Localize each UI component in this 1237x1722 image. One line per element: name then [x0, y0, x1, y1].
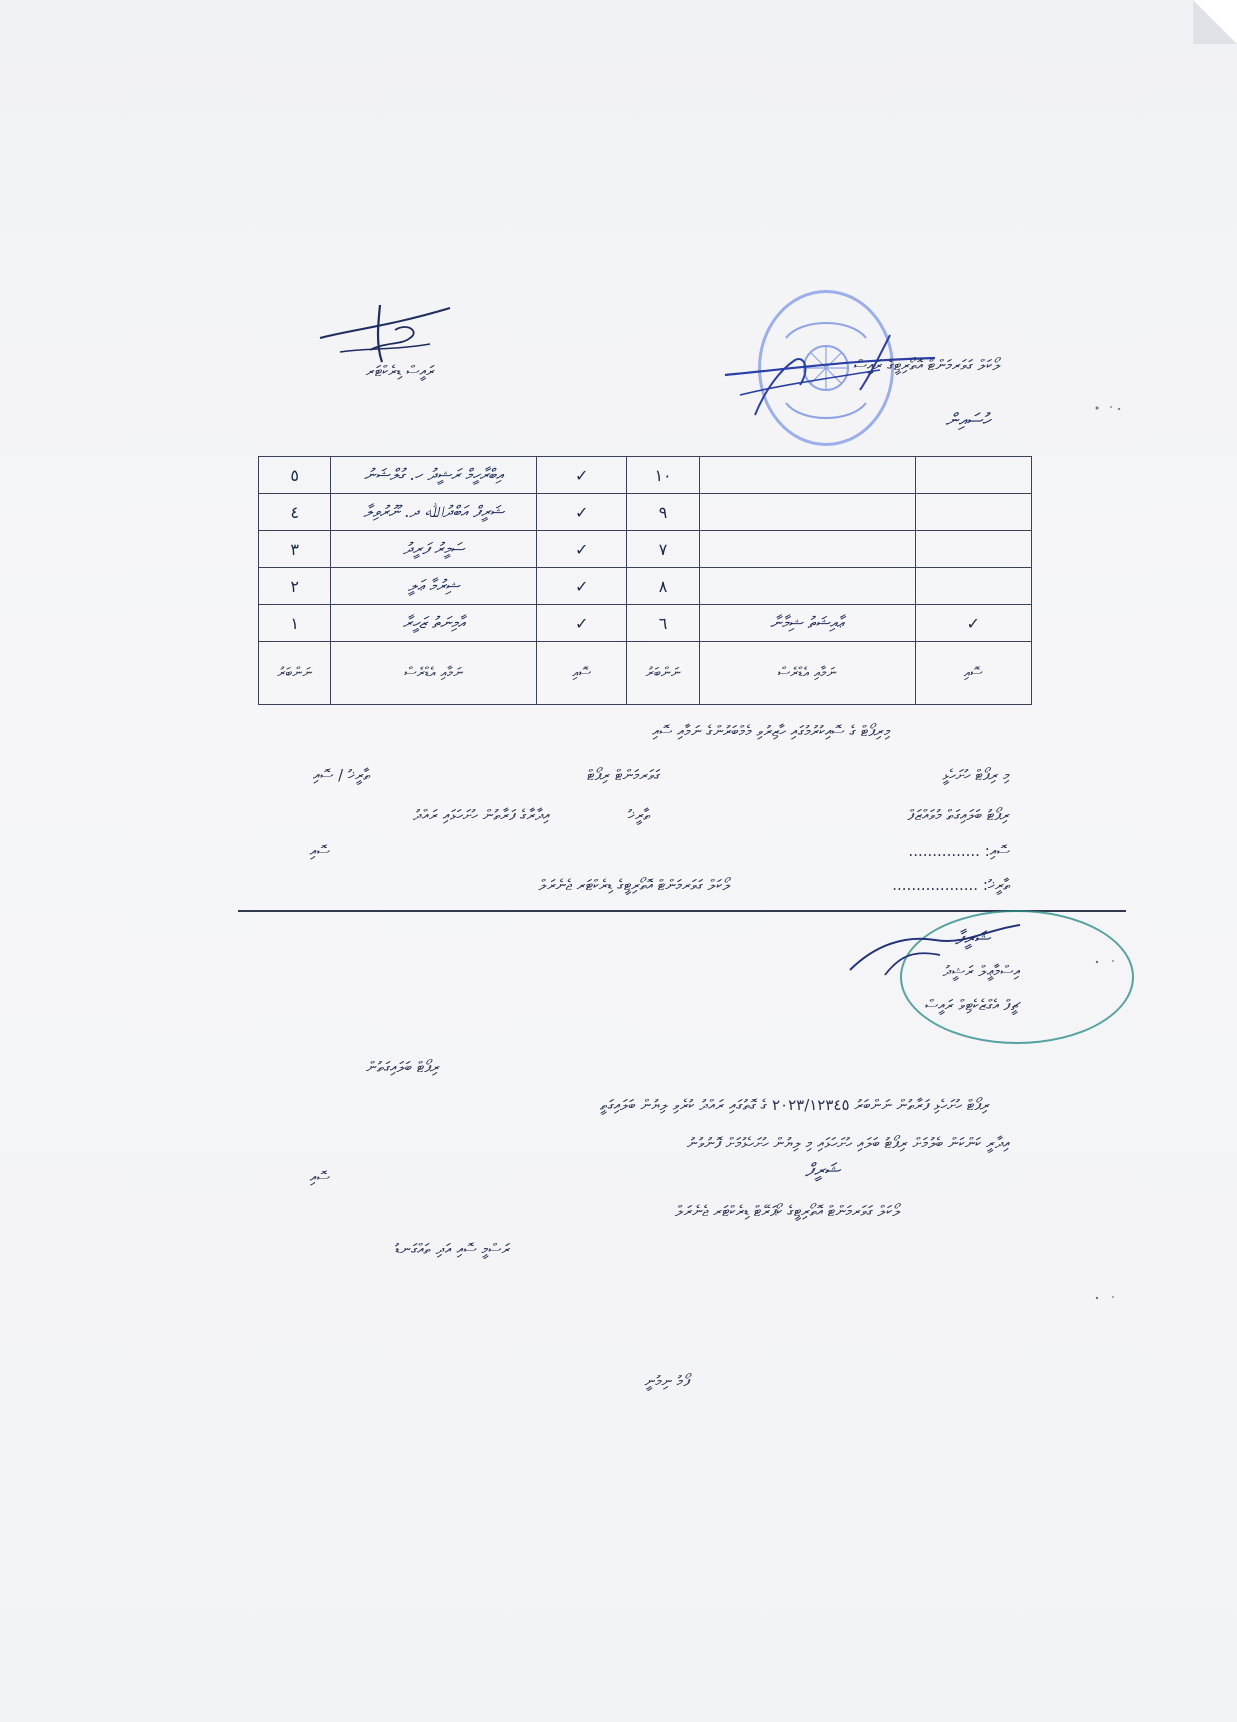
row-number: ٨ — [627, 568, 699, 605]
note-left-1: ތާރީޚު / ސޮއި — [313, 766, 370, 784]
signature-mark: ✓ — [537, 605, 627, 642]
scan-speck — [1093, 398, 1123, 408]
note-right-3: ސޮއި: ............... — [908, 842, 1010, 860]
acceptance-heading: ރިޕޯޓް ބަލައިގަތުން — [366, 1058, 440, 1076]
header-name: ނަމާއި އެޑްރެސް — [699, 642, 915, 705]
signature-mark — [915, 531, 1032, 568]
header-name: ނަމާއި އެޑްރެސް — [331, 642, 537, 705]
officer-handwritten-signature: ޝަރީފާ — [955, 928, 990, 949]
member-name: ޢާއިޝަތު ޝިމާނާ — [699, 605, 915, 642]
signature-mark: ✓ — [537, 568, 627, 605]
note-center-1: ގަވަރމަންޓް ރިޕޯޓް — [587, 766, 660, 784]
row-number: ١ — [259, 605, 331, 642]
table-header-row — [259, 642, 1032, 705]
header-signature: ސޮއި — [915, 642, 1032, 705]
note-right-2: ރިޕޯޓު ބަލައިގަތް މުވައްޒަފް — [907, 806, 1010, 824]
note-center-2: ތާރީޚު — [627, 806, 650, 824]
row-number: ١٠ — [627, 457, 699, 494]
signature-mark: ✓ — [537, 457, 627, 494]
signature-mark — [915, 494, 1032, 531]
row-number: ٤ — [259, 494, 331, 531]
row-number: ٦ — [627, 605, 699, 642]
member-name — [699, 568, 915, 605]
signature-mark — [915, 568, 1032, 605]
acceptance-signer-title: ލޯކަލް ގަވަރމަންޓް އޮތޯރިޓީގެ ކޯޕަރޭޓް ޑިރެކްޓަރ ޖެނެރަލް — [674, 1202, 900, 1220]
note-left-2: އިދާރާގެ ފަރާތުން ހުށަހަޅައި ރައްދު — [413, 806, 550, 824]
acceptance-stamp-note: ރަސްމީ ސޮއި އަދި ތައްގަނޑު — [395, 1240, 510, 1258]
acceptance-line-3: އިދާރީ ކަންކަން ބެލުމަށް ރިޕޯޓު ބަލައި ހުށަހަޅައި މި ލިޔުން ހުށަހެޅުމަށް ފޮނުވުނު — [686, 1134, 1010, 1152]
header-signature: ސޮއި — [537, 642, 627, 705]
attendance-statement: މިރިޕޯޓް ގެ ސޮއިކުރުމުގައި ހާޒިރުވި މެމްބަރުންގެ ނަމާއި ސޮއި — [652, 722, 890, 740]
row-number: ٩ — [627, 494, 699, 531]
member-name — [699, 531, 915, 568]
acceptance-handwritten-initial: ޝަރީފް — [805, 1160, 840, 1181]
signature-mark: ✓ — [915, 605, 1032, 642]
member-name: އާމިނަތު ޒަހީރާ — [331, 605, 537, 642]
row-number: ٥ — [259, 457, 331, 494]
header-number: ނަންބަރު — [259, 642, 331, 705]
member-name — [699, 457, 915, 494]
note-left-4: ލޯކަލް ގަވަރމަންޓް އޮތޯރިޓީގެ ޑިރެކްޓަރ ޖެނެރަލް — [538, 876, 730, 894]
table-row — [259, 568, 1032, 605]
scan-speck — [1093, 1288, 1123, 1298]
left-signer-title: ރައީސް ޑިރެކްޓަރ — [365, 362, 435, 380]
acceptance-line-2: ރިޕޯޓް ހުށަހެޅި ފަރާތުން ނަންބަރު ٢٠٢٣/١٢٣٤٥ ގެ ގޮތުގައި ރައްދު ކުރެވި ލިޔުން ބަލައިގަތީ — [599, 1096, 990, 1114]
officer-title: ޗީފް އެގްޒެކެޓިވް ރައީސް — [924, 996, 1020, 1014]
note-right-4: ތާރީޚު: .................. — [892, 876, 1010, 894]
member-name: އިބްރާހީމް ރަޝީދު ހ. ގުލްޝަނު — [331, 457, 537, 494]
member-name: ސަމީރު ފަރީދު — [331, 531, 537, 568]
officer-name: އިސްމާޢީލް ރަޝީދު — [942, 962, 1020, 980]
note-left-3: ސޮއި — [309, 842, 330, 860]
attendance-signature-table — [258, 456, 1032, 705]
form-footer: ފޯމު ނިމުނީ — [644, 1372, 690, 1390]
right-signer-handwritten-name: ހުސައިން — [945, 410, 990, 431]
page-corner-fold — [1193, 0, 1237, 44]
table-row — [259, 457, 1032, 494]
table-row — [259, 494, 1032, 531]
member-name — [699, 494, 915, 531]
header-number: ނަންބަރު — [627, 642, 699, 705]
table-row — [259, 605, 1032, 642]
right-signer-title: ލޯކަލް ގަވަރމަންޓް އޮތޯރިޓީގެ ރައީސް — [853, 356, 1000, 374]
signature-mark: ✓ — [537, 494, 627, 531]
row-number: ٢ — [259, 568, 331, 605]
signature-mark: ✓ — [537, 531, 627, 568]
row-number: ٧ — [627, 531, 699, 568]
acceptance-signature-label: ސޮއި — [309, 1168, 330, 1186]
member-name: ޝިރުމާ ޢަލީ — [331, 568, 537, 605]
row-number: ٣ — [259, 531, 331, 568]
table-row — [259, 531, 1032, 568]
member-name: ޝަރީފް އަބްދުﷲ ދ. ނޫރުވިލާ — [331, 494, 537, 531]
note-right-1: މި ރިޕޯޓް ހުށަހެޅީ — [942, 766, 1010, 784]
left-signature-graphic — [310, 300, 460, 370]
signature-mark — [915, 457, 1032, 494]
